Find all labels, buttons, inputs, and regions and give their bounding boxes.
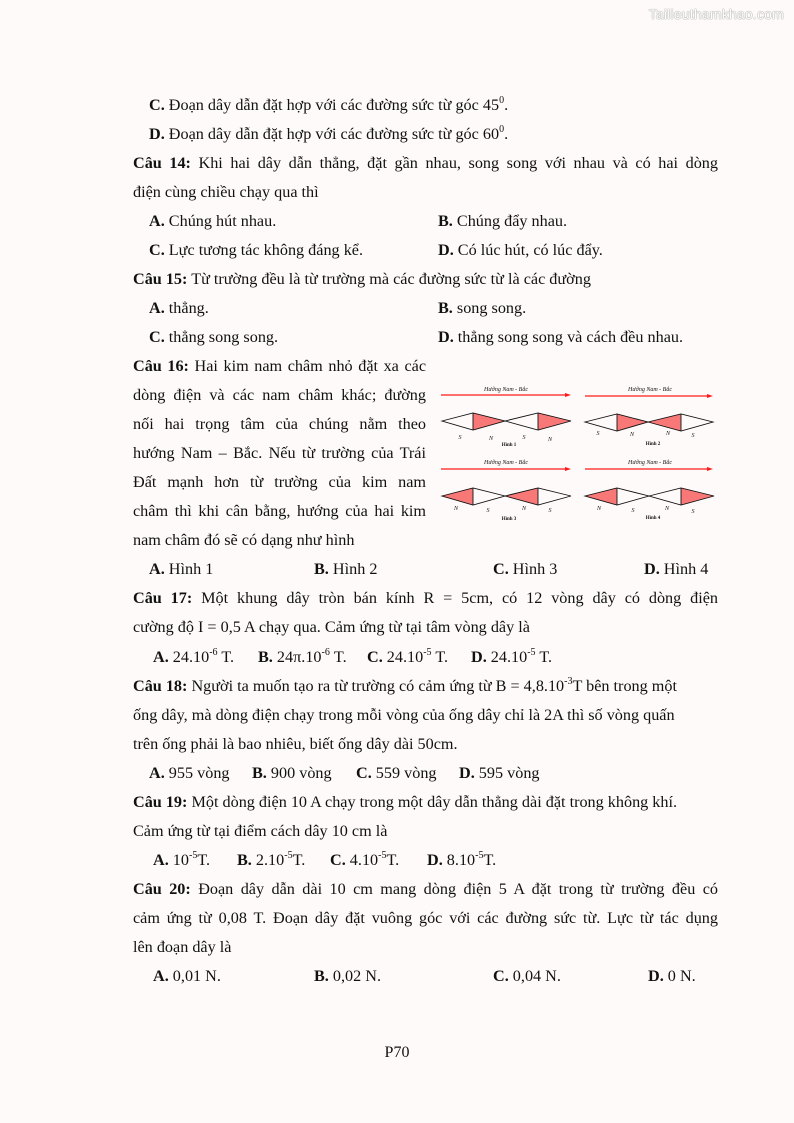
option-label: D. bbox=[648, 967, 664, 985]
question-number: Câu 20: bbox=[133, 880, 191, 898]
figure-hinh-3 bbox=[436, 454, 581, 526]
option-tail: T. bbox=[292, 851, 306, 869]
svg-text:S: S bbox=[522, 435, 526, 441]
option-text: 900 vòng bbox=[270, 764, 332, 782]
option-text: Hình 3 bbox=[512, 560, 558, 578]
q14-option-b[interactable] bbox=[438, 211, 567, 231]
option-text: 24.10 bbox=[172, 648, 210, 666]
option-label: A. bbox=[153, 967, 169, 985]
magnet-diagram-3 bbox=[436, 454, 581, 526]
option-text: Lực tương tác không đáng kể. bbox=[168, 241, 364, 259]
q19-option-d[interactable] bbox=[427, 850, 496, 870]
q19-option-b[interactable] bbox=[237, 850, 305, 870]
option-label: D. bbox=[427, 851, 443, 869]
q16-option-c[interactable] bbox=[493, 559, 557, 579]
question-text: T bên trong một bbox=[572, 677, 677, 695]
option-label: B. bbox=[438, 212, 453, 230]
q16-option-d[interactable] bbox=[644, 559, 708, 579]
superscript: -5 bbox=[284, 850, 293, 861]
option-label: C. bbox=[149, 96, 165, 114]
q15-option-b[interactable] bbox=[438, 298, 526, 318]
magnet-diagram-1 bbox=[436, 380, 581, 452]
question-15-line-1 bbox=[133, 269, 591, 289]
option-text: 10 bbox=[172, 851, 189, 869]
question-20-line-1 bbox=[133, 879, 718, 899]
option-label: C. bbox=[149, 328, 165, 346]
option-label: B. bbox=[314, 967, 329, 985]
superscript: -5 bbox=[188, 850, 198, 861]
question-16-line-4: hướng Nam – Bắc. Nếu từ trường của Trái bbox=[133, 444, 426, 462]
svg-text:S: S bbox=[596, 431, 600, 437]
question-17-line-1 bbox=[133, 588, 718, 608]
svg-text:S: S bbox=[631, 508, 635, 514]
arrow-head-icon bbox=[565, 393, 571, 397]
option-text: song song. bbox=[456, 299, 527, 317]
q19-option-a[interactable] bbox=[153, 850, 210, 870]
question-20-line-2: cảm ứng từ 0,08 T. Đoạn dây đặt vuông góc với các đường sức từ. Lực từ tác dụng bbox=[133, 909, 718, 927]
option-label: D. bbox=[471, 648, 487, 666]
watermark: Tailieuthamkhao.com bbox=[648, 6, 784, 22]
option-text: 4.10 bbox=[349, 851, 379, 869]
superscript: 0 bbox=[499, 124, 505, 135]
prev-option-d bbox=[149, 124, 508, 144]
option-tail: T. bbox=[431, 648, 449, 666]
option-text: Hình 1 bbox=[168, 560, 214, 578]
figure-hinh-2 bbox=[580, 380, 725, 452]
option-text: 0 N. bbox=[667, 967, 696, 985]
svg-text:N: N bbox=[629, 432, 635, 438]
question-16-line-6: châm thì khi cân bằng, hướng của hai kim bbox=[133, 502, 426, 520]
option-text: 955 vòng bbox=[168, 764, 230, 782]
option-label: D. bbox=[438, 328, 454, 346]
question-16-line-3: nối hai trọng tâm của chúng nằm theo bbox=[133, 415, 426, 433]
option-text: Đoạn dây dẫn đặt hợp với các đường sức từ góc 45 bbox=[168, 96, 500, 114]
figure-caption: Hình 1 bbox=[501, 443, 517, 448]
magnet-figures bbox=[436, 380, 726, 530]
option-tail: T. bbox=[197, 851, 211, 869]
q17-option-d[interactable] bbox=[471, 647, 552, 667]
svg-text:N: N bbox=[596, 506, 602, 512]
q19-option-c[interactable] bbox=[330, 850, 399, 870]
q18-option-a[interactable] bbox=[149, 763, 230, 783]
option-label: D. bbox=[149, 125, 165, 143]
figure-caption: Hình 3 bbox=[501, 517, 517, 522]
figure-hinh-1 bbox=[436, 380, 581, 452]
question-18-line-1 bbox=[133, 676, 677, 696]
question-text: Hai kim nam châm nhỏ đặt xa các bbox=[194, 357, 426, 375]
option-text: 24.10 bbox=[490, 648, 528, 666]
question-20-line-3: lên đoạn dây là bbox=[133, 938, 232, 956]
arrow-label: Hướng Nam - Bắc bbox=[484, 460, 528, 466]
arrow-label: Hướng Nam - Bắc bbox=[484, 387, 528, 393]
option-text: 0,01 N. bbox=[172, 967, 221, 985]
svg-text:N: N bbox=[547, 437, 553, 443]
option-label: B. bbox=[438, 299, 453, 317]
q14-option-d[interactable] bbox=[438, 240, 603, 260]
q15-option-d[interactable] bbox=[438, 327, 683, 347]
q20-option-c[interactable] bbox=[493, 966, 561, 986]
q14-option-a[interactable] bbox=[149, 211, 276, 231]
option-tail: . bbox=[504, 125, 509, 143]
q18-option-b[interactable] bbox=[252, 763, 332, 783]
question-number: Câu 15: bbox=[133, 270, 188, 288]
question-number: Câu 19: bbox=[133, 793, 188, 811]
option-label: D. bbox=[644, 560, 660, 578]
option-label: C. bbox=[367, 648, 383, 666]
question-number: Câu 18: bbox=[133, 677, 188, 695]
q20-option-b[interactable] bbox=[314, 966, 381, 986]
option-label: A. bbox=[153, 851, 169, 869]
option-label: B. bbox=[258, 648, 273, 666]
prev-option-c bbox=[149, 95, 508, 115]
option-text: 2.10 bbox=[255, 851, 285, 869]
option-label: D. bbox=[459, 764, 475, 782]
arrow-label: Hướng Nam - Bắc bbox=[628, 460, 672, 466]
q15-option-c[interactable] bbox=[149, 327, 278, 347]
q17-option-c[interactable] bbox=[367, 647, 448, 667]
q20-option-d[interactable] bbox=[648, 966, 696, 986]
question-16-line-2: dòng điện và các nam châm khác; đường bbox=[133, 386, 426, 404]
option-tail: T. bbox=[386, 851, 400, 869]
option-tail: T. bbox=[483, 851, 497, 869]
figure-caption: Hình 2 bbox=[645, 442, 661, 447]
option-label: A. bbox=[153, 648, 169, 666]
option-text: 0,02 N. bbox=[332, 967, 382, 985]
option-text: thẳng song song. bbox=[168, 328, 279, 346]
option-text: thẳng. bbox=[168, 299, 209, 317]
option-label: C. bbox=[149, 241, 165, 259]
option-text: Hình 2 bbox=[332, 560, 378, 578]
question-14-line-1 bbox=[133, 153, 718, 173]
arrow-head-icon bbox=[707, 394, 713, 398]
q17-option-b[interactable] bbox=[258, 647, 347, 667]
option-tail: T. bbox=[217, 648, 235, 666]
option-tail: T. bbox=[329, 648, 347, 666]
q20-option-a[interactable] bbox=[153, 966, 221, 986]
arrow-head-icon bbox=[565, 467, 571, 471]
arrow-head-icon bbox=[707, 467, 713, 471]
option-tail: . bbox=[504, 96, 509, 114]
superscript: -5 bbox=[378, 850, 387, 861]
option-text: 595 vòng bbox=[478, 764, 540, 782]
question-text: Một dòng điện 10 A chạy trong một dây dẫn thẳng dài đặt trong không khí. bbox=[191, 793, 678, 811]
question-text: Một khung dây tròn bán kính R = 5cm, có 12 vòng dây có dòng điện bbox=[201, 589, 718, 607]
option-label: B. bbox=[314, 560, 329, 578]
svg-text:N: N bbox=[665, 431, 671, 437]
option-label: D. bbox=[438, 241, 454, 259]
svg-text:S: S bbox=[691, 433, 695, 439]
superscript: -5 bbox=[475, 850, 484, 861]
option-text: Có lúc hút, có lúc đẩy. bbox=[457, 241, 603, 259]
option-label: C. bbox=[330, 851, 346, 869]
superscript: -5 bbox=[527, 647, 536, 658]
option-text: Đoạn dây dẫn đặt hợp với các đường sức từ góc 60 bbox=[168, 125, 500, 143]
question-16-line-1 bbox=[133, 356, 426, 376]
svg-text:S: S bbox=[458, 435, 462, 441]
question-text: Từ trường đều là từ trường mà các đường sức từ là các đường bbox=[191, 270, 591, 288]
question-17-line-2: cường độ I = 0,5 A chạy qua. Cảm ứng từ tại tâm vòng dây là bbox=[133, 618, 530, 636]
option-label: A. bbox=[149, 299, 165, 317]
superscript: 0 bbox=[499, 95, 505, 106]
superscript: -3 bbox=[564, 676, 573, 687]
question-16-line-7: nam châm đó sẽ có dạng như hình bbox=[133, 531, 355, 549]
svg-text:S: S bbox=[691, 509, 695, 515]
svg-text:N: N bbox=[664, 506, 670, 512]
option-label: A. bbox=[149, 764, 165, 782]
option-label: B. bbox=[252, 764, 267, 782]
q18-option-c[interactable] bbox=[356, 763, 437, 783]
q16-option-a[interactable] bbox=[149, 559, 213, 579]
option-label: B. bbox=[237, 851, 252, 869]
option-text: Chúng đẩy nhau. bbox=[456, 212, 568, 230]
arrow-label: Hướng Nam - Bắc bbox=[628, 387, 672, 393]
question-text: Khi hai dây dẫn thẳng, đặt gần nhau, song song với nhau và có hai dòng bbox=[198, 154, 718, 172]
svg-text:N: N bbox=[488, 436, 494, 442]
option-text: 8.10 bbox=[446, 851, 476, 869]
option-tail: T. bbox=[535, 648, 553, 666]
svg-text:N: N bbox=[453, 506, 459, 512]
option-text: 559 vòng bbox=[375, 764, 437, 782]
option-text: 24π.10 bbox=[276, 648, 322, 666]
question-18-line-2: ống dây, mà dòng điện chạy trong mỗi vòng của ống dây chỉ là 2A thì số vòng quấn bbox=[133, 706, 675, 724]
magnet-diagram-4 bbox=[580, 454, 725, 526]
question-18-line-3: trên ống phải là bao nhiêu, biết ống dây dài 50cm. bbox=[133, 735, 458, 753]
option-label: C. bbox=[356, 764, 372, 782]
question-text: Đoạn dây dẫn dài 10 cm mang dòng điện 5 A đặt trong từ trường đều có bbox=[198, 880, 718, 898]
superscript: -6 bbox=[209, 647, 218, 658]
svg-text:S: S bbox=[548, 508, 552, 514]
question-14-line-2: điện cùng chiều chạy qua thì bbox=[133, 183, 319, 201]
option-text: thẳng song song và cách đều nhau. bbox=[457, 328, 684, 346]
figure-caption: Hình 4 bbox=[645, 516, 661, 521]
option-text: 0,04 N. bbox=[512, 967, 561, 985]
option-text: Hình 4 bbox=[663, 560, 709, 578]
question-number: Câu 16: bbox=[133, 357, 189, 375]
q14-option-c[interactable] bbox=[149, 240, 363, 260]
option-label: C. bbox=[493, 560, 509, 578]
option-text: 24.10 bbox=[386, 648, 424, 666]
superscript: -5 bbox=[423, 647, 432, 658]
option-text: Chúng hút nhau. bbox=[168, 212, 277, 230]
svg-text:N: N bbox=[521, 506, 527, 512]
question-text: Người ta muốn tạo ra từ trường có cảm ứng từ B = 4,8.10 bbox=[191, 677, 565, 695]
q16-option-b[interactable] bbox=[314, 559, 377, 579]
option-label: C. bbox=[493, 967, 509, 985]
question-number: Câu 14: bbox=[133, 154, 191, 172]
q15-option-a[interactable] bbox=[149, 298, 209, 318]
page-number: P70 bbox=[384, 1044, 410, 1061]
option-label: A. bbox=[149, 560, 165, 578]
q18-option-d[interactable] bbox=[459, 763, 540, 783]
magnet-diagram-2 bbox=[580, 380, 725, 452]
superscript: -6 bbox=[321, 647, 330, 658]
question-16-line-5: Đất mạnh hơn từ trường của kim nam bbox=[133, 473, 426, 491]
question-19-line-1 bbox=[133, 792, 677, 812]
q17-option-a[interactable] bbox=[153, 647, 234, 667]
question-19-line-2: Cảm ứng từ tại điểm cách dây 10 cm là bbox=[133, 822, 388, 840]
option-label: A. bbox=[149, 212, 165, 230]
svg-text:S: S bbox=[486, 508, 490, 514]
question-number: Câu 17: bbox=[133, 589, 193, 607]
figure-hinh-4 bbox=[580, 454, 725, 526]
